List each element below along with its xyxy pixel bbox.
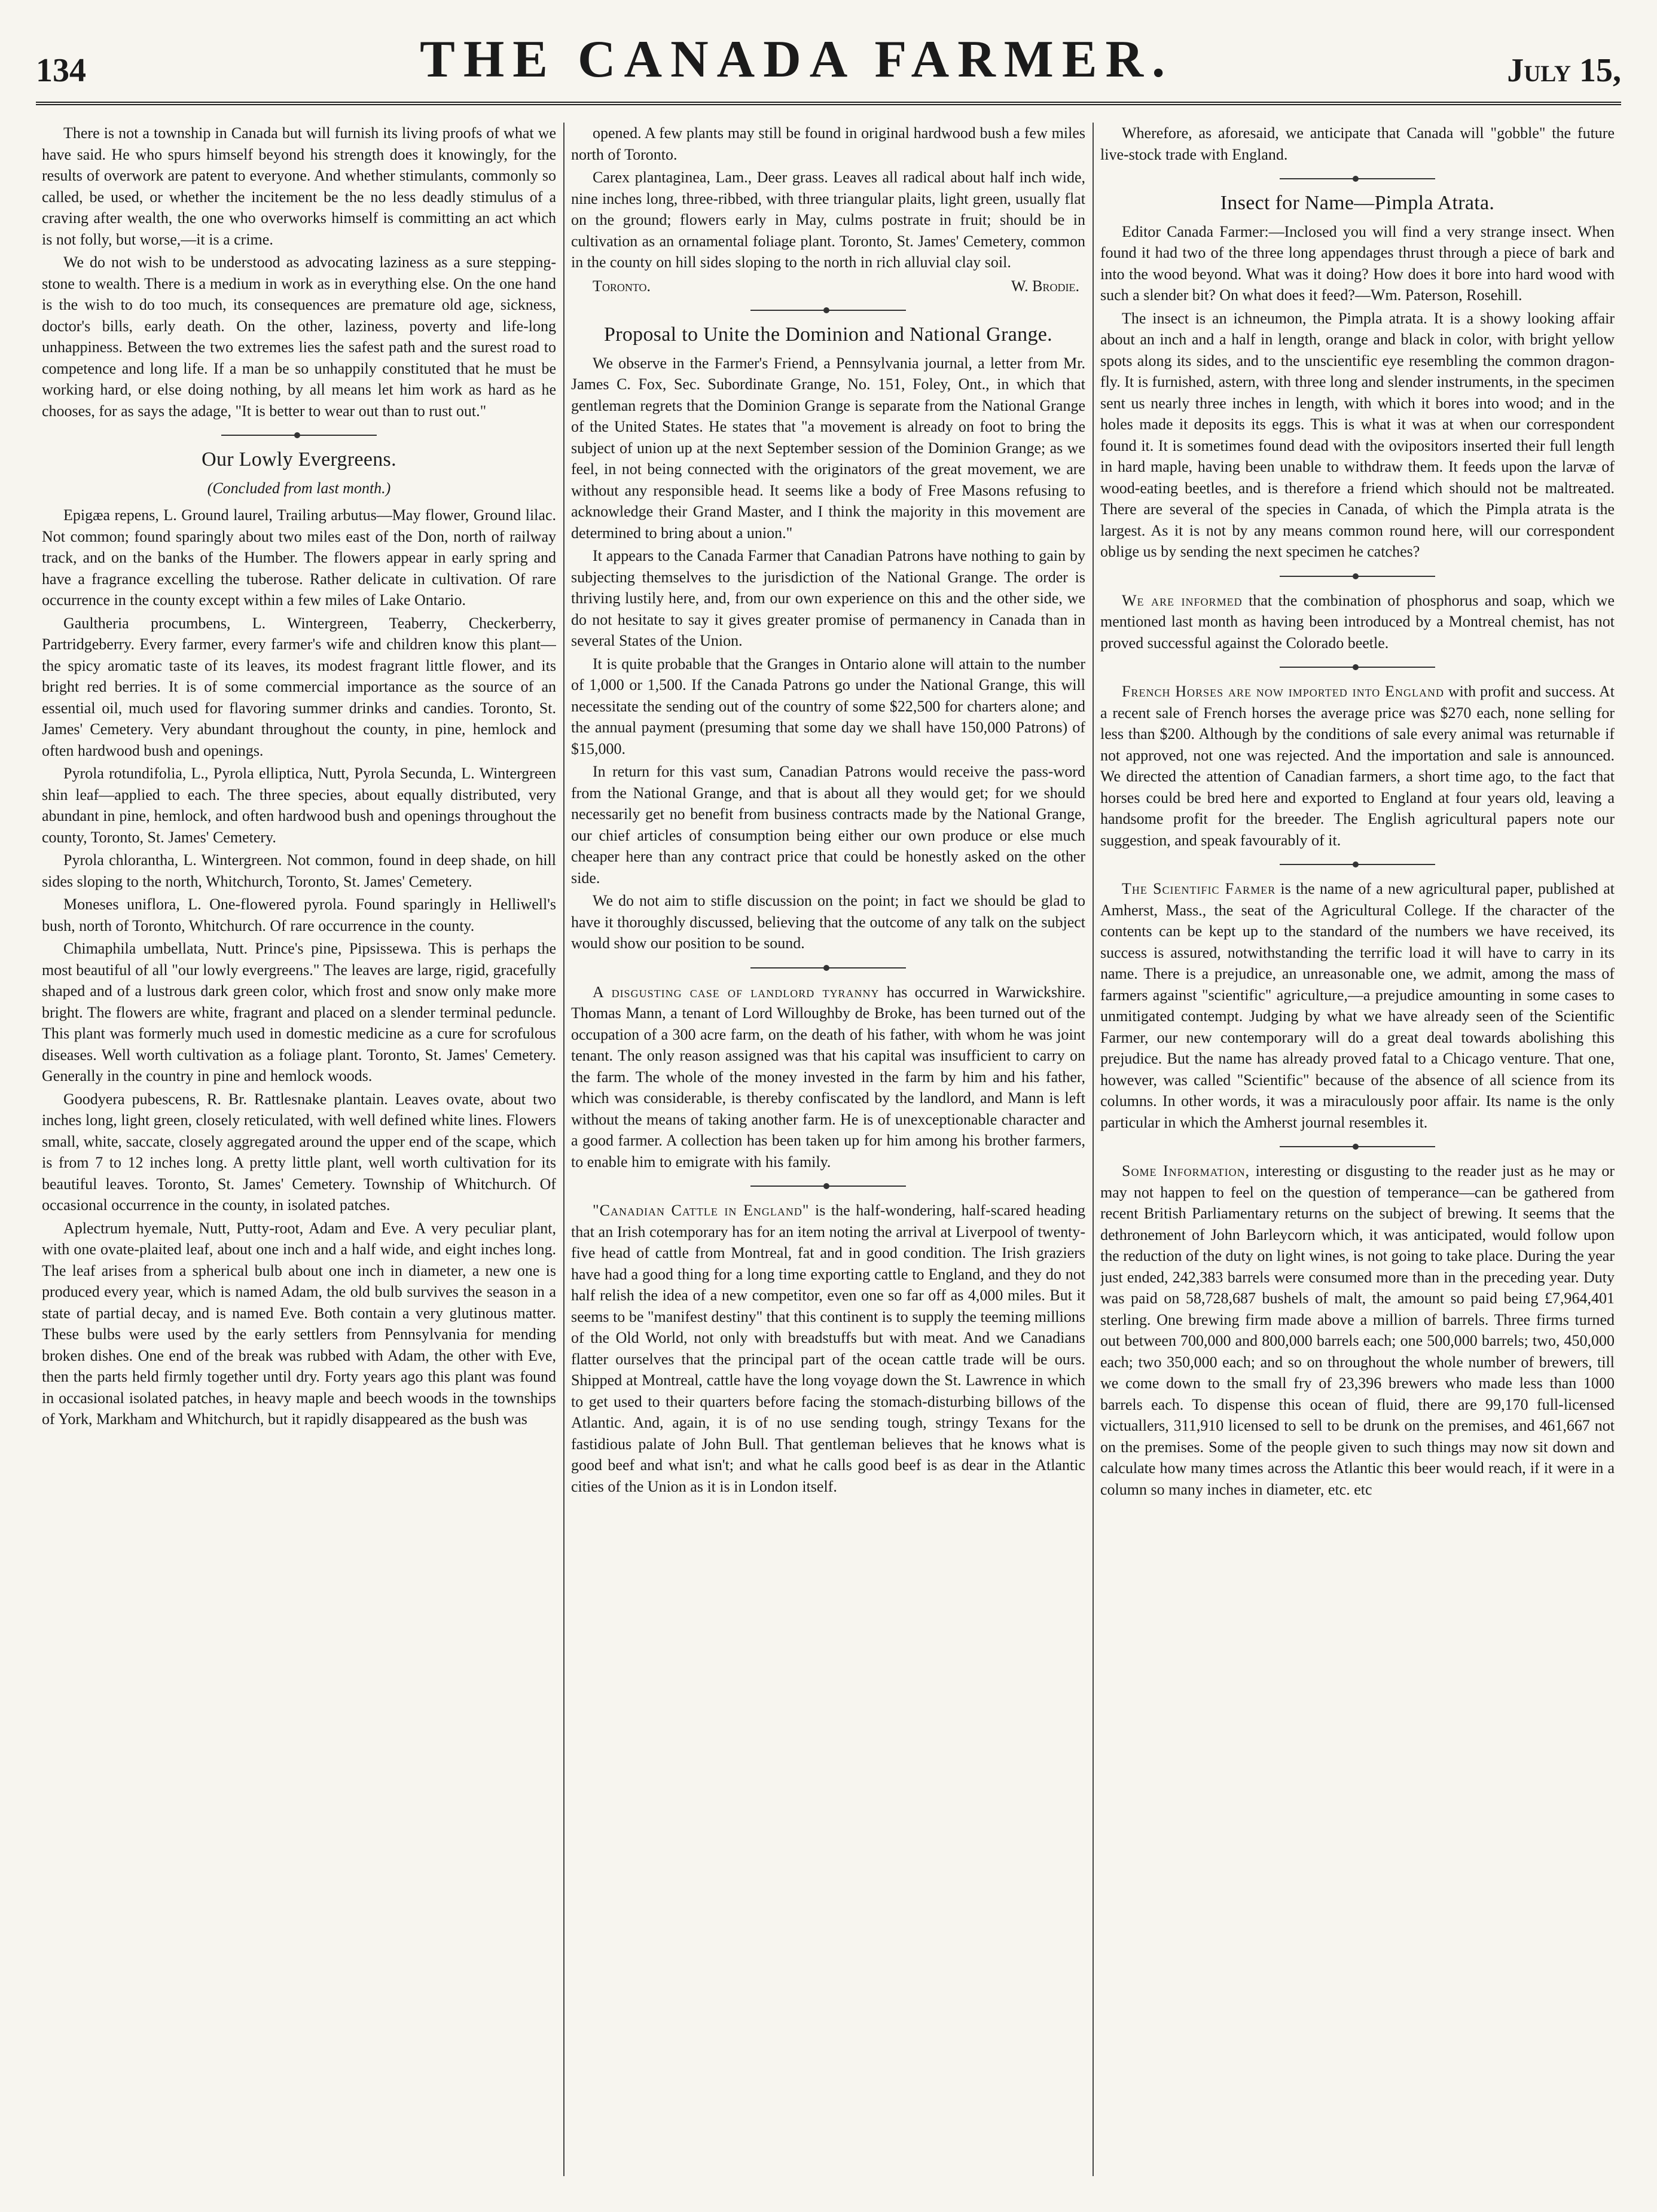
issue-date: July 15, (1507, 52, 1621, 89)
paragraph-body: has occurred in Warwickshire. Thomas Mann, a tenant of Lord Willoughby de Broke, has been turned out of the occupation of a 300 acre farm, on the death of his father, with whom he was joint tenant. The only reason assigned was that his capital was insufficient to carry on the farm. The whole of the money invested in the farm by him and his father, which was considerable, is thereby confiscated by the landlord, and Mann is left without the means of taking another farm. He is of unexceptionable character and a good farmer. A collection has been taken up for him among his brother farmers, to enable him to emigrate with his family. (571, 983, 1085, 1171)
signature-line (571, 276, 1085, 297)
paragraph (1100, 681, 1615, 851)
newspaper-title: THE CANADA FARMER. (420, 30, 1174, 88)
paragraph-body: that the combination of phosphorus and soap, which we mentioned last month as having been introduced by a Montreal chemist, has not proved successful against the Colorado beetle. (1100, 591, 1615, 652)
paragraph: We observe in the Farmer's Friend, a Pennsylvania journal, a letter from Mr. James C. Fox, Sec. Subordinate Grange, No. 151, Foley, Ont., in which that gentleman regrets that the Dominion Grange is separate from the National Grange of the United States. He states that "a movement is already on foot to bring the subject of union up at the next September session of the Dominion Grange; as we feel, in not being connected with the originators of the great movement, we are without any responsible head. It seems like a body of Free Masons refusing to acknowledge their Grand Master, and I think the majority in this movement are determined to bring about a union." (571, 354, 1085, 542)
paragraph (1100, 878, 1615, 1133)
paragraph-body: is the half-wondering, half-scared heading that an Irish cotemporary has for an item noting the arrival at Liverpool of twenty-five head of cattle from Montreal, fat and in good condition. The Irish graziers have had a good thing for a long time exporting cattle to England, and they do not half relish the idea of a new competitor, even one so far off as 4,000 miles. But it seems to be "manifest destiny" that this continent is to supply the teeming millions of the Old World, not only with breadstuffs but with meat. And we Canadians flatter ourselves that the principal part of the ocean cattle trade will be ours. Shipped at Montreal, cattle have the long voyage down the St. Lawrence in which to get used to their quarters before facing the stomach-disturbing billows of the Atlantic. And, again, it is of no use sending tough, stringy Texans for the fastidious palate of John Bull. That gentleman believes that he knows what is good beef and what isn't; and what he calls good beef is as dear in the Atlantic cities of the Union as it is in London itself. (571, 1202, 1085, 1495)
paragraph (1100, 590, 1615, 654)
paragraph: Goodyera pubescens, R. Br. Rattlesnake plantain. Leaves ovate, about two inches long, light green, closely reticulated, with well defined white lines. Flowers small, white, saccate, closely aggregated around the upper end of the scape, which is from 7 to 12 inches long. A pretty little plant, well worth cultivation for its beautiful leaves. Toronto, St. James' Cemetery. Township of Whitchurch. Of occasional occurrence in the county, in isolated patches. (42, 1090, 556, 1214)
lead-in: "Canadian Cattle in England" (593, 1202, 810, 1219)
column-3 (1100, 123, 1615, 2182)
paragraph (571, 982, 1085, 1173)
paragraph: Carex plantaginea, Lam., Deer grass. Leaves all radical about half inch wide, nine inches long, three-ribbed, with three triangular plaits, light green, usually flat on the ground; flowers early in May, culms postrate in fruit; should be in cultivation as an ornamental foliage plant. Toronto, St. James' Cemetery, common in the county on hill sides sloping to the north in rich alluvial clay soil. (571, 169, 1085, 271)
paragraph-body: interesting or disgusting to the reader just as he may or may not happen to feel on the question of temperance—can be gathered from recent British Parliamentary returns on the subject of brewing. It seems that the dethronement of John Barleycorn which, it was anticipated, would follow upon the reduction of the duty on light wines, is not going to take place. During the year just ended, 242,383 barrels were consumed more than in the preceding year. Duty was paid on 58,728,687 bushels of malt, the amount so paid being £7,964,401 sterling. One brewing firm made above a million of barrels. Three firms turned out between 700,000 and 800,000 barrels each; one 500,000 barrels; two, 450,000 each; two 350,000 each; and so on throughout the whole number of brewers, till we come down to the small fry of 23,396 brewers who made less than 1000 barrels each. To dispense this ocean of fluid, there are 99,170 full-licensed victuallers, 311,910 licensed to sell to be drunk on the premises, and 461,667 not on the premises. Some of the people given to such things may now sit down and calculate how many times across the Atlantic this beer would reach, if it were in a column so many inches in diameter, etc. etc (1100, 1162, 1615, 1498)
lead-in: Some Information, (1122, 1162, 1250, 1180)
lead-in: A disgusting case of landlord tyranny (593, 983, 880, 1001)
lead-in: We are informed (1122, 591, 1243, 609)
paragraph: There is not a township in Canada but will furnish its living proofs of what we have said. He who spurs himself beyond his strength does it knowingly, for the results of overwork are patent to everyone. And whether stimulants, commonly so called, be used, or whether the incitement be the no less deadly stimulus of a craving after wealth, the one who overworks himself is committing an act which is not folly, but worse,—it is a crime. (42, 124, 556, 248)
paragraph: Moneses uniflora, L. One-flowered pyrola. Found sparingly in Helliwell's bush, north of Toronto, Whitchurch. Of rare occurrence in the county. (42, 896, 556, 934)
section-divider (750, 310, 906, 311)
paragraph: Aplectrum hyemale, Nutt, Putty-root, Adam and Eve. A very peculiar plant, with one ovate-plaited leaf, about one inch and a half wide, and eight inches long. The leaf arises from a spherical bulb about one inch in diameter, a new one is produced every year, which is named Adam, the old bulb survives the season in a state of partial decay, and is named Eve. Both contain a very glutinous matter. These bulbs were used by the early settlers from Pennsylvania for mending broken dishes. One end of the break was rubbed with Adam, the other with Eve, then the parts held firmly together until dry. Forty years ago this plant was found in occasional isolated patches, in heavy maple and beech woods in the townships of York, Markham and Whitchurch, but it rapidly disappeared as the bush was (42, 1219, 556, 1428)
paragraph: Wherefore, as aforesaid, we anticipate that Canada will "gobble" the future live-stock trade with England. (1100, 124, 1615, 163)
masthead (36, 24, 1621, 90)
paragraph: The insect is an ichneumon, the Pimpla atrata. It is a showy looking affair about an inch and a half in length, orange and black in color, with bright yellow spots along its sides, and to the unscientific eye resembling the common dragon-fly. It is furnished, astern, with three long and slender instruments, in the specimen sent us nearly three inches in length, with which it bores into wood; and in the holes made it deposits its eggs. This is what it was at when our correspondent found it. It is sometimes found dead with the ovipositors inserted their full length in hard maple, having been unable to withdraw them. It feeds upon the larvæ of wood-eating beetles, and is therefore a friend which should not be maltreated. There are several of the species in Canada, of which the Pimpla atrata is the largest. As it is not by any means common round here, will our correspondent oblige us by sending the next specimen he catches? (1100, 309, 1615, 560)
section-divider (1280, 667, 1435, 668)
paragraph (1100, 1160, 1615, 1500)
masthead-rule (36, 102, 1621, 105)
paragraph-body: with profit and success. At a recent sale of French horses the average price was $270 each, none selling for less than $200. Although by the conditions of sale every animal was returnable if not approved, not one was rejected. And the importation and sale is announced. We directed the attention of Canadian farmers, a short time ago, to the fact that horses could be bred here and exported to England at four years old, leaving a handsome profit for the breeder. The English agricultural papers note our suggestion, and speak favourably of it. (1100, 683, 1615, 849)
article-heading-evergreens: Our Lowly Evergreens. (202, 448, 396, 470)
page-number: 134 (36, 52, 86, 89)
column-1 (42, 123, 556, 2182)
section-divider (221, 435, 377, 436)
section-divider (1280, 864, 1435, 865)
lead-in: The Scientific Farmer (1122, 880, 1276, 897)
paragraph: We do not aim to stifle discussion on the point; in fact we should be glad to have it thoroughly discussed, believing that the outcome of any talk on the subject would show our position to be sound. (571, 892, 1085, 952)
paragraph (571, 1200, 1085, 1497)
paragraph: Chimaphila umbellata, Nutt. Prince's pine, Pipsissewa. This is perhaps the most beautiful of all "our lowly evergreens." The leaves are large, rigid, gracefully shaped and of a lustrous dark green color, which frost and snow only make more bright. The flowers are white, fragrant and placed on a slender terminal peduncle. This plant was formerly much used in domestic medicine as a cure for scrofulous diseases. Well worth cultivation as a foliage plant. Toronto, St. James' Cemetery. Generally in the country in pine and hemlock woods. (42, 940, 556, 1084)
column-divider-2 (1093, 123, 1094, 2176)
paragraph: Pyrola chlorantha, L. Wintergreen. Not common, found in deep shade, on hill sides sloping to the north, Whitchurch, Toronto, St. James' Cemetery. (42, 851, 556, 890)
paragraph: In return for this vast sum, Canadian Patrons would receive the pass-word from the National Grange, and that is about all they would get; for we should necessarily get no benefit from business contracts made by the National Grange, our chief articles of consumption being either our own produce or else much cheaper here than any contract price that could be honestly asked on the other side. (571, 763, 1085, 887)
paragraph: It is quite probable that the Granges in Ontario alone will attain to the number of 1,000 or 1,500. If the Canada Patrons go under the National Grange, this will necessitate the sending out of the country of some $22,500 for charters alone; and the annual payment (presuming that some day we shall have 150,000 Patrons) of $15,000. (571, 655, 1085, 757)
column-divider-1 (563, 123, 564, 2176)
paragraph: We do not wish to be understood as advocating laziness as a sure stepping-stone to wealth. There is a medium in work as in everything else. On the one hand is the wish to do too much, its consequences are premature old age, sickness, doctor's bills, early death. On the other, laziness, poverty and life-long unhappiness. Between the two extremes lies the safest path and the surest road to competence and long life. If a man be so unhappily constituted that he must be working hard, or else doing nothing, by all means let him work as hard as he chooses, for as says the adage, "It is better to wear out than to rust out." (42, 253, 556, 420)
paragraph: Editor Canada Farmer:—Inclosed you will find a very strange insect. When found it had two of the three long appendages thrust through a piece of bark and into the wood beyond. What was it doing? How does it bore into hard wood with such a slender bit? On what does it feed?—Wm. Paterson, Rosehill. (1100, 222, 1615, 304)
paragraph: opened. A few plants may still be found in original hardwood bush a few miles north of Toronto. (571, 124, 1085, 163)
section-divider (1280, 178, 1435, 179)
section-divider (1280, 1146, 1435, 1147)
section-divider (750, 967, 906, 968)
paragraph: Gaultheria procumbens, L. Wintergreen, Teaberry, Checkerberry, Partridgeberry. Every farmer, every farmer's wife and children know this plant—the spicy aromatic taste of its leaves, its modest fragrant little flower, and its bright red berries. It is of some commercial importance as the source of an essential oil, much used for flavoring summer drinks and candies. Toronto, St. James' Cemetery. Very abundant throughout the county, in pine, hemlock and often hardwood bush and openings. (42, 614, 556, 759)
article-heading-grange: Proposal to Unite the Dominion and National Grange. (604, 323, 1052, 346)
lead-in: French Horses are now imported into England (1122, 683, 1444, 700)
signature-name: W. Brodie. (1011, 277, 1079, 295)
column-2 (571, 123, 1085, 2182)
article-heading-insect: Insect for Name—Pimpla Atrata. (1220, 192, 1495, 214)
section-divider (1280, 576, 1435, 577)
paragraph-body: is the name of a new agricultural paper, published at Amherst, Mass., the seat of the Agricultural College. If the character of the contents can be kept up to the standard of the numbers we have received, its success is assured, notwithstanding the terrific load it will have to carry in its name. There is a prejudice, an unreasonable one, we admit, among the mass of farmers against "scientific" agriculture,—a prejudice amounting in some cases to unmitigated contempt. Judging by what we have already seen of the Scientific Farmer, our new contemporary will do a great deal towards abolishing this prejudice. But the name has already proved fatal to a Chicago venture. That one, however, was called "Scientific" because of the absence of all science from its columns. In other words, it was a miraculously poor affair. Its name is the only particular in which the Amherst journal resembles it. (1100, 880, 1615, 1131)
article-subheading: (Concluded from last month.) (207, 479, 391, 497)
paragraph: Pyrola rotundifolia, L., Pyrola elliptica, Nutt, Pyrola Secunda, L. Wintergreen shin leaf—applied to each. The three species, about equally distributed, very abundant in pine, hemlock, and often hardwood bush and openings throughout the county, Toronto, St. James' Cemetery. (42, 765, 556, 846)
paragraph: Epigæa repens, L. Ground laurel, Trailing arbutus—May flower, Ground lilac. Not common; found sparingly about two miles east of the Don, north of railway track, and on the banks of the Humber. The flowers appear in early spring and have a fragrance excelling the tuberose. Rather delicate in cultivation. Of rare occurrence in the county except within a few miles of Lake Ontario. (42, 506, 556, 609)
section-divider (750, 1186, 906, 1187)
signature-place: Toronto. (593, 277, 651, 295)
paragraph: It appears to the Canada Farmer that Canadian Patrons have nothing to gain by subjecting themselves to the jurisdiction of the National Grange. The order is thriving lustily here, and, from our own experience on this and the other side, we do not hesitate to say it gives greater promise of permanency in Canada than in several States of the Union. (571, 547, 1085, 649)
